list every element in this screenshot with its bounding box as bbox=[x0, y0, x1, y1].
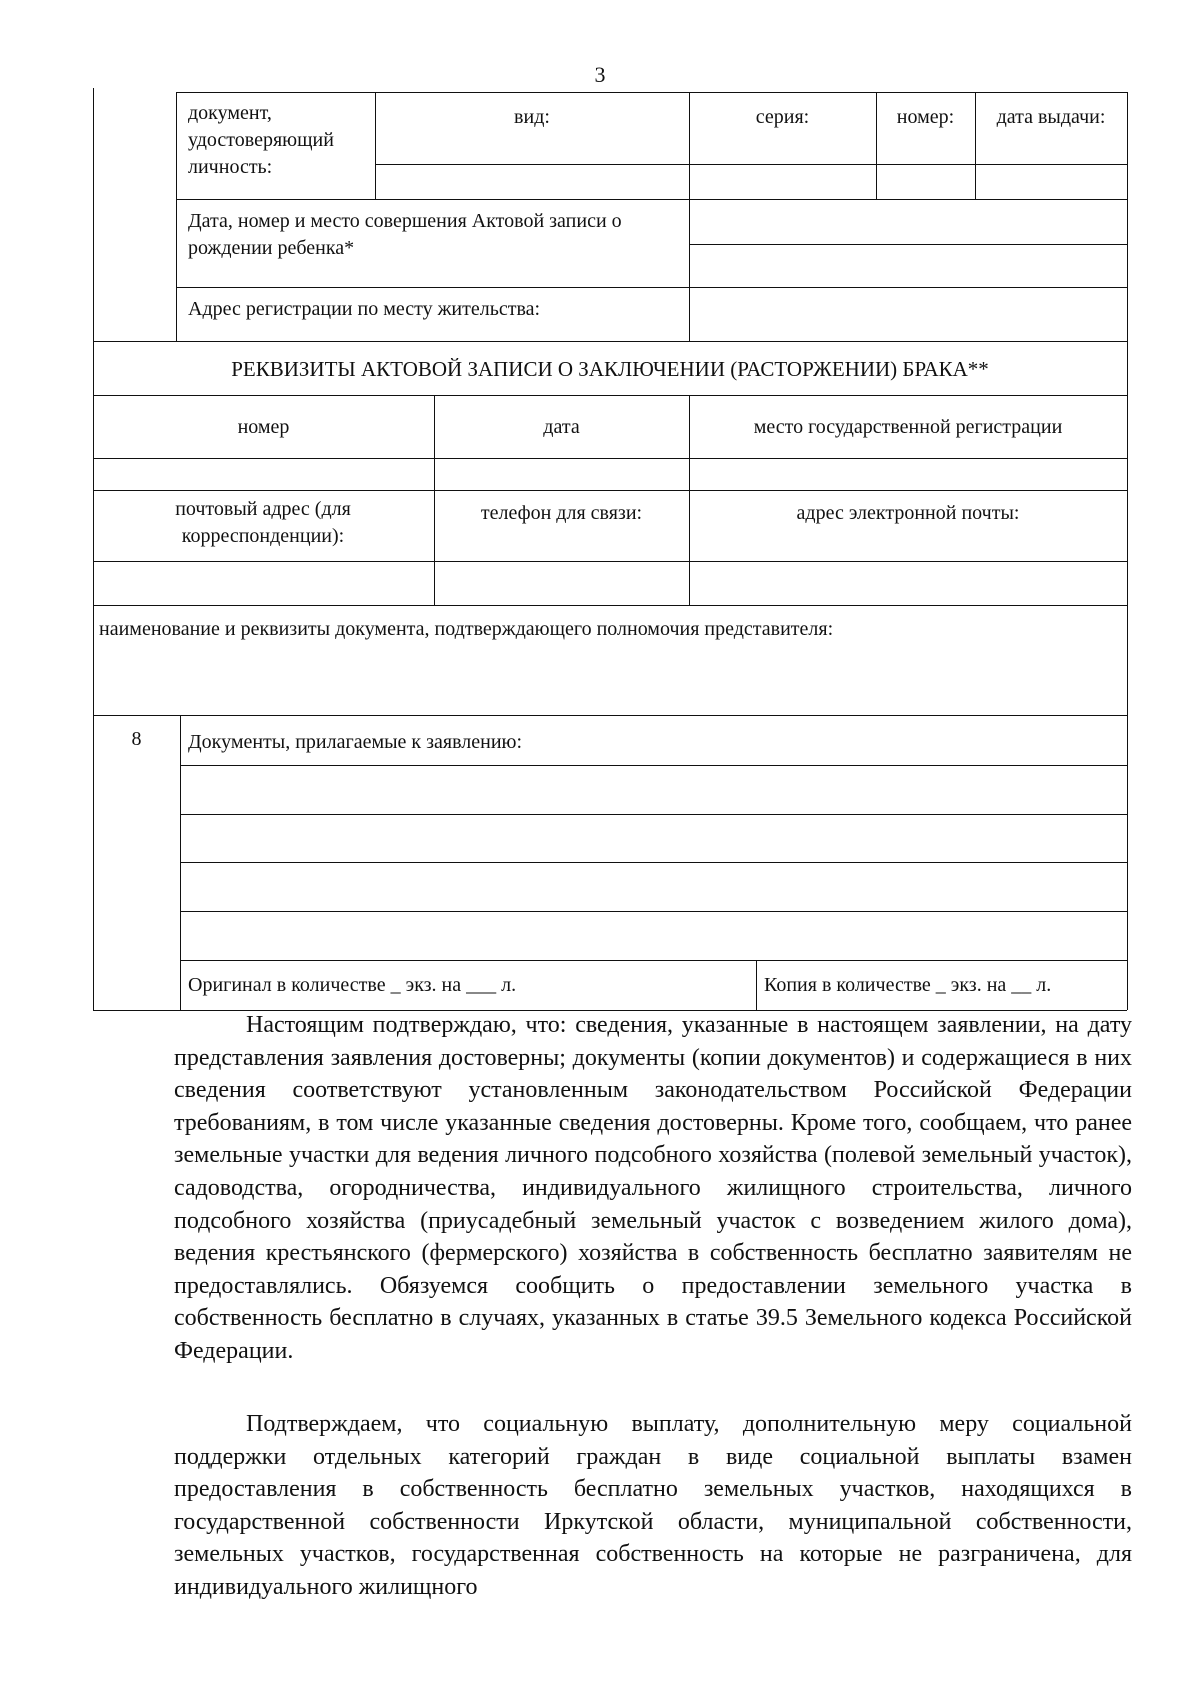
representative-document-label: наименование и реквизиты документа, подтверждающего полномочия представителя: bbox=[99, 618, 834, 640]
confirmation-paragraph-1: Настоящим подтверждаю, что: сведения, указанные в настоящем заявлении, на дату представления заявления достоверны; документы (копии документов) и содержащиеся в них сведения соответствуют установленным законодательством Российской Федерации требованиям, в том числе указанные сведения достоверны. Кроме того, сообщаем, что ранее земельные участки для ведения личного подсобного хозяйства (полевой земельный участок), садоводства, огородничества, индивидуального жилищного строительства, личного подсобного хозяйства (приусадебный земельный участок с возведением жилого дома), ведения крестьянского (фермерского) хозяйства в собственность бесплатно заявителям не предоставлялись. Обязуемся сообщить о предоставлении земельного участка в собственность бесплатно в случаях, указанных в статье 39.5 Земельного кодекса Российской Федерации. bbox=[174, 1012, 1132, 1364]
original-count-text: Оригинал в количестве _ экз. на ___ л. bbox=[188, 974, 517, 996]
copy-count-text: Копия в количестве _ экз. на __ л. bbox=[764, 974, 1052, 996]
marriage-date-header: дата bbox=[543, 416, 580, 438]
marriage-number-header: номер bbox=[237, 416, 290, 438]
email-label: адрес электронной почты: bbox=[796, 502, 1020, 524]
marriage-record-title: РЕКВИЗИТЫ АКТОВОЙ ЗАПИСИ О ЗАКЛЮЧЕНИИ (РАСТОРЖЕНИИ) БРАКА** bbox=[231, 357, 989, 381]
page-number: 3 bbox=[594, 62, 606, 87]
marriage-place-header: место государственной регистрации bbox=[753, 416, 1063, 438]
attachments-row-number: 8 bbox=[131, 728, 142, 750]
doc-number-header: номер: bbox=[896, 106, 955, 128]
phone-label: телефон для связи: bbox=[480, 502, 643, 524]
attachments-label: Документы, прилагаемые к заявлению: bbox=[188, 731, 523, 753]
birth-record-label: Дата, номер и место совершения Актовой записи о рождении ребенка* bbox=[188, 210, 622, 259]
doc-type-header: вид: bbox=[514, 106, 550, 128]
confirmation-paragraph-2: Подтверждаем, что социальную выплату, дополнительную меру социальной поддержки отдельных категорий граждан в виде социальной выплаты взамен предоставления в собственность бесплатно земельных участков, находящихся в государственной собственности Иркутской области, муниципальной собственности, земельных участков, государственная собственность на которые не разграничена, для индивидуального жилищного bbox=[174, 1411, 1132, 1600]
doc-series-header: серия: bbox=[755, 106, 810, 128]
residence-address-label: Адрес регистрации по месту жительства: bbox=[188, 298, 541, 320]
identity-document-label: документ, удостоверяющий личность: bbox=[188, 102, 334, 178]
postal-address-label: почтовый адрес (для корреспонденции): bbox=[175, 498, 351, 547]
postal-address-cell bbox=[93, 493, 434, 559]
doc-issue-date-header: дата выдачи: bbox=[996, 106, 1106, 128]
